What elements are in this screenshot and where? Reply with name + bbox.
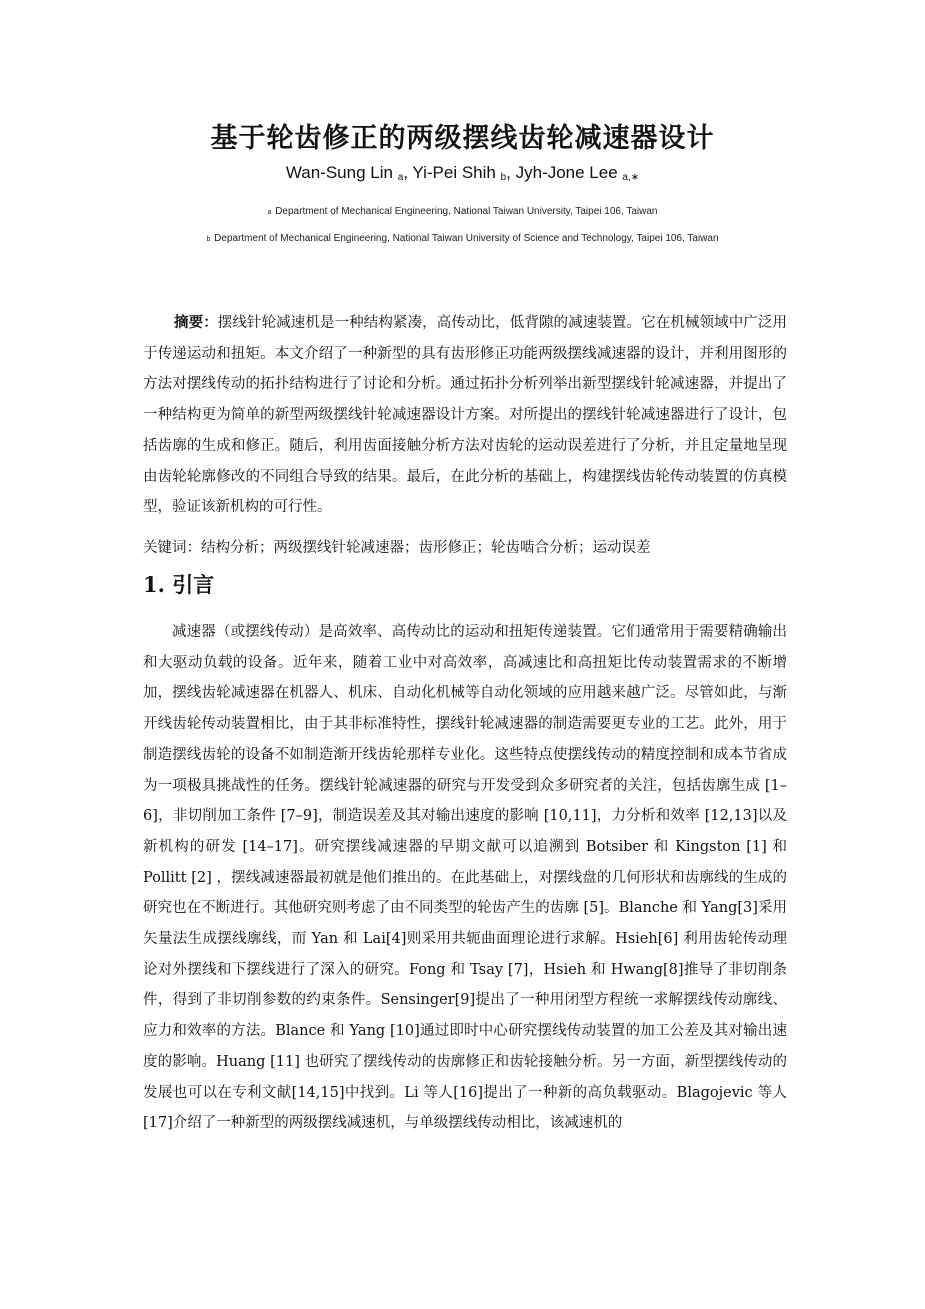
abstract-paragraph	[143, 308, 787, 523]
section-number: 1.	[143, 572, 165, 597]
author-name: Yi-Pei Shih	[412, 163, 496, 182]
abstract-label: 摘要：	[174, 315, 218, 331]
affiliation-text: Department of Mechanical Engineering, National Taiwan University of Science and Technology, Taipei 106, Taiwan	[214, 233, 719, 244]
abstract-text: 摆线针轮减速机是一种结构紧凑，高传动比，低背隙的减速装置。它在机械领域中广泛用于传递运动和扭矩。本文介绍了一种新型的具有齿形修正功能两级摆线减速器的设计，并利用图形的方法对摆线传动的拓扑结构进行了讨论和分析。通过拓扑分析列举出新型摆线针轮减速器，并提出了一种结构更为简单的新型两级摆线针轮减速器设计方案。对所提出的摆线针轮减速器进行了设计，包括齿廓的生成和修正。随后，利用齿面接触分析方法对齿轮的运动误差进行了分析，并且定量地呈现由齿轮轮廓修改的不同组合导致的结果。最后，在此分析的基础上，构建摆线齿轮传动装置的仿真模型，验证该新机构的可行性。	[143, 315, 788, 516]
author-separator: ,	[506, 163, 516, 182]
author-affiliation-mark: a,∗	[622, 172, 640, 183]
affiliation-b	[0, 233, 925, 244]
affiliation-mark: a	[267, 209, 272, 216]
paper-title: 基于轮齿修正的两级摆线齿轮减速器设计	[210, 123, 715, 154]
section-title: 引言	[172, 572, 215, 597]
affiliation-text: Department of Mechanical Engineering, National Taiwan University, Taipei 106, Taiwan	[275, 206, 658, 217]
keywords-line: 关键词：结构分析；两级摆线针轮减速器；齿形修正；轮齿啮合分析；运动误差	[143, 540, 651, 556]
author-name: Jyh-Jone Lee	[515, 163, 618, 182]
introduction-paragraph: 减速器（或摆线传动）是高效率、高传动比的运动和扭矩传递装置。它们通常用于需要精确输出和大驱动负载的设备。近年来，随着工业中对高效率，高减速比和高扭矩比传动装置需求的不断增加，摆线齿轮减速器在机器人、机床、自动化机械等自动化领域的应用越来越广泛。尽管如此，与渐开线齿轮传动装置相比，由于其非标准特性，摆线针轮减速器的制造需要更专业的工艺。此外，用于制造摆线齿轮的设备不如制造渐开线齿轮那样专业化。这些特点使摆线传动的精度控制和成本节省成为一项极具挑战性的任务。摆线针轮减速器的研究与开发受到众多研究者的关注，包括齿廓生成 [1–6]，非切削加工条件 [7–9]，制造误差及其对输出速度的影响 [10,11]，力分析和效率 [12,13]以及新机构的研发 [14–17]。研究摆线减速器的早期文献可以追溯到 Botsiber 和 Kingston [1] 和 Pollitt [2] ，摆线减速器最初就是他们推出的。在此基础上，对摆线盘的几何形状和齿廓线的生成的研究也在不断进行。其他研究则考虑了由不同类型的轮齿产生的齿廓 [5]。Blanche 和 Yang[3]采用矢量法生成摆线廓线，而 Yan 和 Lai[4]则采用共轭曲面理论进行求解。Hsieh[6] 利用齿轮传动理论对外摆线和下摆线进行了深入的研究。Fong 和 Tsay [7]，Hsieh 和 Hwang[8]推导了非切削条件，得到了非切削参数的约束条件。Sensinger[9]提出了一种用闭型方程统一求解摆线传动廓线、应力和效率的方法。Blance 和 Yang [10]通过即时中心研究摆线传动装置的加工公差及其对输出速度的影响。Huang [11] 也研究了摆线传动的齿廓修正和齿轮接触分析。另一方面，新型摆线传动的发展也可以在专利文献[14,15]中找到。Li 等人[16]提出了一种新的高负载驱动。Blagojevic 等人[17]介绍了一种新型的两级摆线减速机，与单级摆线传动相比，该减速机的	[143, 624, 787, 1132]
affiliation-mark: b	[206, 236, 211, 243]
section-heading-introduction	[143, 569, 214, 599]
author-affiliation-mark: b	[500, 172, 507, 183]
author-name: Wan-Sung Lin	[285, 163, 393, 182]
author-list	[0, 163, 925, 183]
author-separator: ,	[403, 163, 413, 182]
author-affiliation-mark: a	[397, 172, 404, 183]
affiliation-a	[0, 206, 925, 217]
